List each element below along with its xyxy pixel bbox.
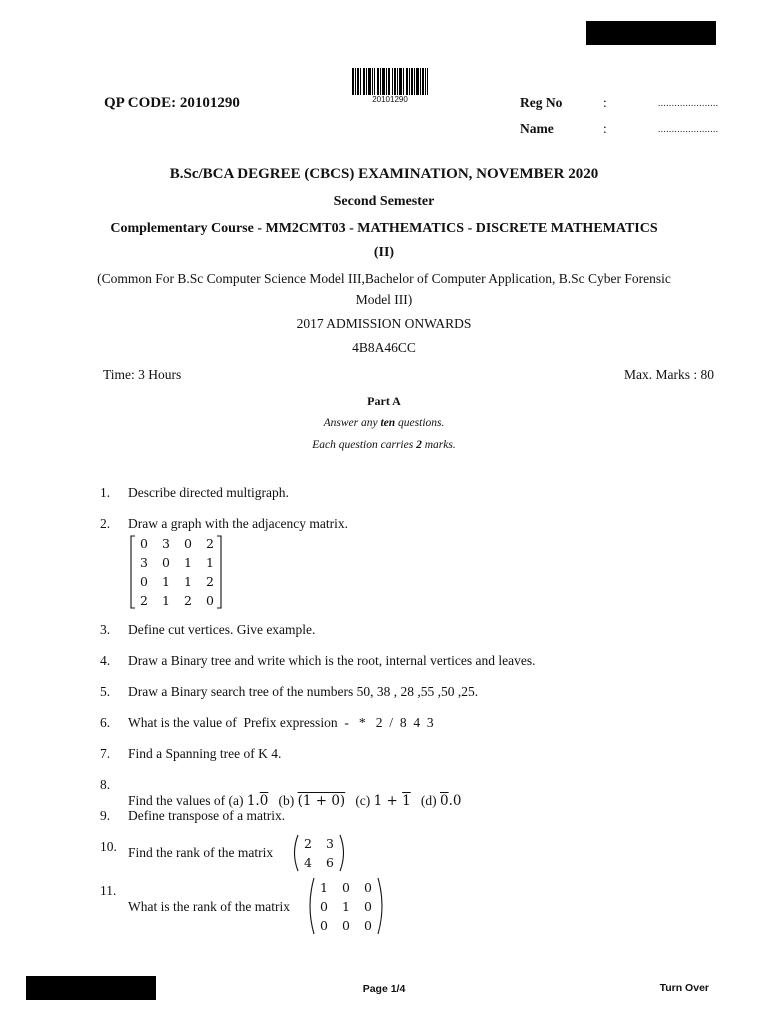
q2-m-1-3: 1 xyxy=(206,555,214,570)
q11-m-2-2: 0 xyxy=(364,918,372,933)
q2-m-3-3: 0 xyxy=(206,593,214,608)
q8-expr-d: 0.0 xyxy=(440,793,462,809)
q1-number: 1. xyxy=(100,485,111,500)
reg-no-field[interactable]: ...................... xyxy=(658,98,719,108)
q9-number: 9. xyxy=(100,808,111,823)
q8-expr-a: 1.0 xyxy=(246,793,269,809)
q9-text: Define transpose of a matrix. xyxy=(128,808,286,823)
q10-m-0-0: 2 xyxy=(304,836,312,851)
barcode xyxy=(352,68,428,95)
q8-text-c: (c) xyxy=(345,793,374,808)
instruction-1-post: questions. xyxy=(395,417,445,429)
q2-m-2-2: 1 xyxy=(184,574,192,589)
instruction-2-bold: 2 xyxy=(416,439,422,451)
q2-m-1-2: 1 xyxy=(184,555,192,570)
instruction-1 xyxy=(0,417,768,429)
q4-number: 4. xyxy=(100,653,111,668)
q2-m-1-1: 0 xyxy=(162,555,170,570)
redaction-top xyxy=(586,21,716,45)
instruction-2-post: marks. xyxy=(421,439,456,451)
q2-m-3-1: 1 xyxy=(162,593,170,608)
q11-m-0-0: 1 xyxy=(320,880,328,895)
q11-m-1-1: 1 xyxy=(342,899,350,914)
q2-m-2-3: 2 xyxy=(206,574,214,589)
time-label: Time: 3 Hours xyxy=(103,367,182,382)
q10-m-1-0: 4 xyxy=(304,855,312,870)
qp-code: QP CODE: 20101290 xyxy=(104,95,240,111)
instruction-1-bold: ten xyxy=(380,417,396,429)
q5-number: 5. xyxy=(100,684,111,699)
q11-m-1-2: 0 xyxy=(364,899,372,914)
admission: 2017 ADMISSION ONWARDS xyxy=(296,316,472,331)
q2-m-2-0: 0 xyxy=(140,574,148,589)
part-title: Part A xyxy=(367,394,401,408)
q7-text: Find a Spanning tree of K 4. xyxy=(128,746,282,761)
q6-text: What is the value of Prefix expression - * 2 / 8 4 3 xyxy=(128,715,434,730)
q8-text xyxy=(128,777,461,809)
course-line-1: Complementary Course - MM2CMT03 - MATHEMATICS - DISCRETE MATHEMATICS xyxy=(110,221,658,236)
q2-m-3-0: 2 xyxy=(140,593,148,608)
q10-m-0-1: 3 xyxy=(326,836,334,851)
q8-expr-b: (1 + 0) xyxy=(297,793,346,809)
q2-m-0-1: 3 xyxy=(162,536,170,551)
q4-text: Draw a Binary tree and write which is the root, internal vertices and leaves. xyxy=(128,653,536,668)
common-line-1: (Common For B.Sc Computer Science Model III,Bachelor of Computer Application, B.Sc Cyber Forensic xyxy=(97,271,671,286)
semester: Second Semester xyxy=(333,194,435,209)
q2-number: 2. xyxy=(100,516,111,531)
q2-m-1-0: 3 xyxy=(140,555,148,570)
q2-m-0-2: 0 xyxy=(184,536,192,551)
q8-text-d: (d) xyxy=(410,793,440,808)
name-field[interactable]: ...................... xyxy=(658,124,719,134)
q11-number: 11. xyxy=(100,883,117,898)
q8-text-a: Find the values of (a) xyxy=(128,793,247,808)
reg-no-label: Reg No xyxy=(520,95,563,110)
q5-text: Draw a Binary search tree of the numbers 50, 38 , 28 ,55 ,50 ,25. xyxy=(128,684,479,699)
q2-m-3-2: 2 xyxy=(184,593,192,608)
instruction-2-pre: Each question carries xyxy=(312,439,417,451)
q11-m-0-1: 0 xyxy=(342,880,350,895)
q7-number: 7. xyxy=(100,746,111,761)
q8-number: 8. xyxy=(100,777,111,792)
q8-expr-c: 1 + 1 xyxy=(373,793,411,809)
q3-text: Define cut vertices. Give example. xyxy=(128,622,316,637)
q10-number: 10. xyxy=(100,839,117,854)
q11-text: What is the rank of the matrix xyxy=(128,899,290,914)
q11-m-2-1: 0 xyxy=(342,918,350,933)
reg-no-colon: : xyxy=(603,95,607,110)
q11-m-0-2: 0 xyxy=(364,880,372,895)
common-line-2: Model III) xyxy=(355,292,413,307)
exam-title: B.Sc/BCA DEGREE (CBCS) EXAMINATION, NOVEMBER 2020 xyxy=(169,166,599,182)
instruction-1-pre: Answer any xyxy=(323,417,381,429)
q1-text: Describe directed multigraph. xyxy=(128,485,289,500)
turn-over: Turn Over xyxy=(659,982,709,994)
name-colon: : xyxy=(603,121,607,136)
max-marks: Max. Marks : 80 xyxy=(624,367,714,382)
q3-number: 3. xyxy=(100,622,111,637)
q10-m-1-1: 6 xyxy=(326,855,334,870)
paper-code: 4B8A46CC xyxy=(352,340,416,355)
q11-m-2-0: 0 xyxy=(320,918,328,933)
q10-text: Find the rank of the matrix xyxy=(128,845,274,860)
q2-m-2-1: 1 xyxy=(162,574,170,589)
barcode-text: 20101290 xyxy=(372,95,408,104)
instruction-2 xyxy=(0,439,768,451)
q2-m-0-3: 2 xyxy=(206,536,214,551)
q11-matrix xyxy=(306,876,386,936)
q2-matrix xyxy=(128,534,224,610)
q8-text-b: (b) xyxy=(268,793,298,808)
q2-m-0-0: 0 xyxy=(140,536,148,551)
q11-m-1-0: 0 xyxy=(320,899,328,914)
page-number: Page 1/4 xyxy=(362,983,406,995)
q10-matrix xyxy=(290,833,348,873)
q6-number: 6. xyxy=(100,715,111,730)
course-line-2: (II) xyxy=(373,245,395,260)
q2-text: Draw a graph with the adjacency matrix. xyxy=(128,516,349,531)
name-label: Name xyxy=(520,121,554,136)
